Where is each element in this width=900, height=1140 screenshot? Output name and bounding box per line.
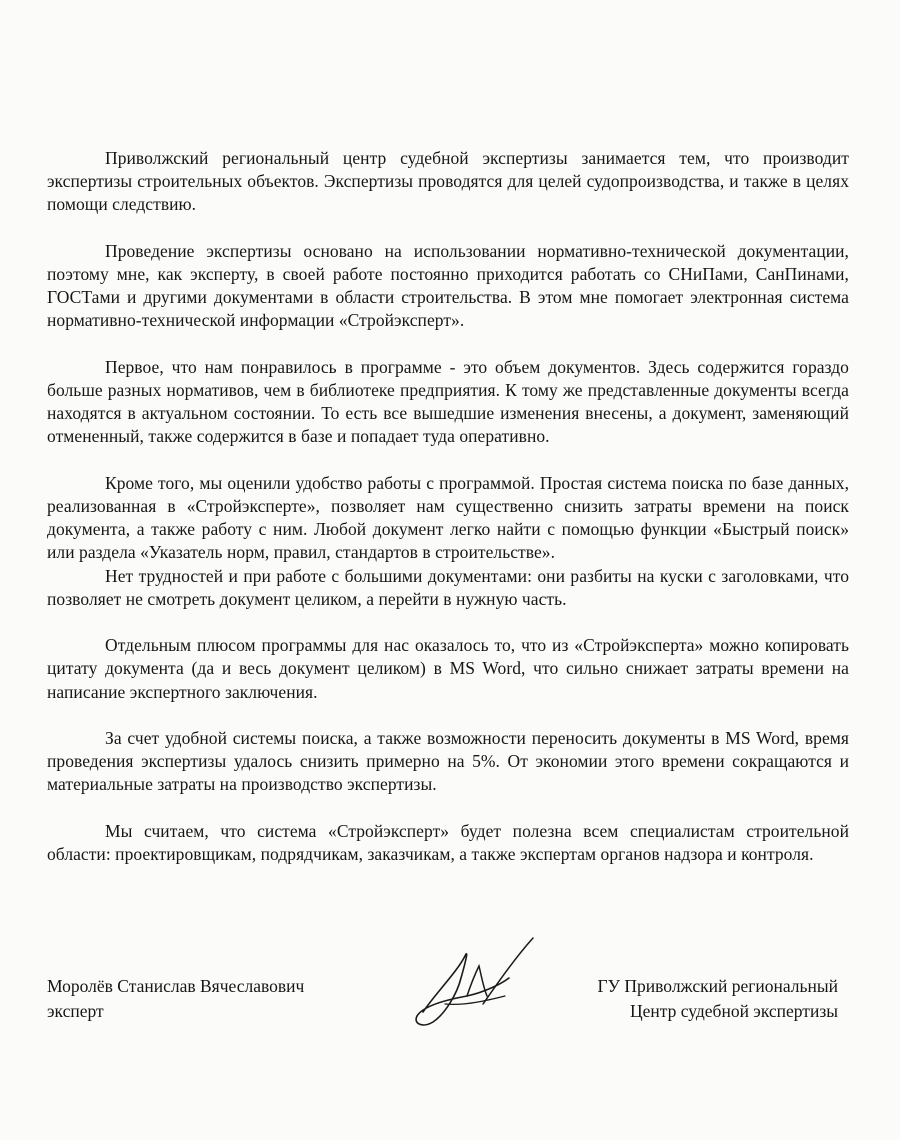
- letter-body: [47, 147, 849, 889]
- signatory-name: Моролёв Станислав Вячеславович: [47, 976, 305, 996]
- signatory-block: [47, 974, 304, 1024]
- paragraph-intro: Приволжский региональный центр судебной экспертизы занимается тем, что производит экспертизы строительных объектов. Экспертизы проводятся для целей судопроизводства, и также в целях помощи следствию.: [47, 148, 849, 215]
- paragraph-ms-word: Отдельным плюсом программы для нас оказалось то, что из «Стройэксперта» можно копировать цитату документа (да и весь документ целиком) в MS Word, что сильно снижает затраты времени на написание экспертного заключения.: [47, 635, 849, 702]
- paragraph-documentation: Проведение экспертизы основано на использовании нормативно-технической документации, поэтому мне, как эксперту, в своей работе постоянно приходится работать со СНиПами, СанПинами, ГОСТами и другими документами в области строительства. В этом мне помогает электронная система нормативно-технической информации «Стройэксперт».: [47, 240, 849, 331]
- paragraph-conclusion: Мы считаем, что система «Стройэксперт» будет полезна всем специалистам строительной области: проектировщикам, подрядчикам, заказчикам, а также экспертам органов надзора и контроля.: [47, 820, 849, 864]
- handwritten-signature-icon: [405, 934, 545, 1034]
- paragraph-large-documents: Нет трудностей и при работе с большими документами: они разбиты на куски с заголовками, что позволяет не смотреть документ целиком, а перейти в нужную часть.: [47, 565, 849, 609]
- organization-block: [598, 974, 838, 1024]
- paragraph-savings: За счет удобной системы поиска, а также возможности переносить документы в MS Word, время проведения экспертизы удалось снизить примерно на 5%. От экономии этого времени сокращаются и материальные затраты на производство экспертизы.: [47, 728, 849, 795]
- organization-line-2: Центр судебной экспертизы: [629, 1001, 838, 1021]
- signatory-position: эксперт: [47, 1001, 104, 1021]
- paragraph-convenience: Кроме того, мы оценили удобство работы с программой. Простая система поиска по базе данных, реализованная в «Стройэксперте», позволяет нам существенно снизить затраты времени на поиск документа, а также работу с ним. Любой документ легко найти с помощью функции «Быстрый поиск» или раздела «Указатель норм, правил, стандартов в строительстве».: [47, 472, 849, 563]
- paragraph-volume: Первое, что нам понравилось в программе - это объем документов. Здесь содержится гораздо больше разных нормативов, чем в библиотеке предприятия. К тому же представленные документы всегда находятся в актуальном состоянии. То есть все вышедшие изменения внесены, а документ, заменяющий отмененный, также содержится в базе и попадает туда оперативно.: [47, 356, 849, 447]
- organization-line-1: ГУ Приволжский региональный: [597, 976, 838, 996]
